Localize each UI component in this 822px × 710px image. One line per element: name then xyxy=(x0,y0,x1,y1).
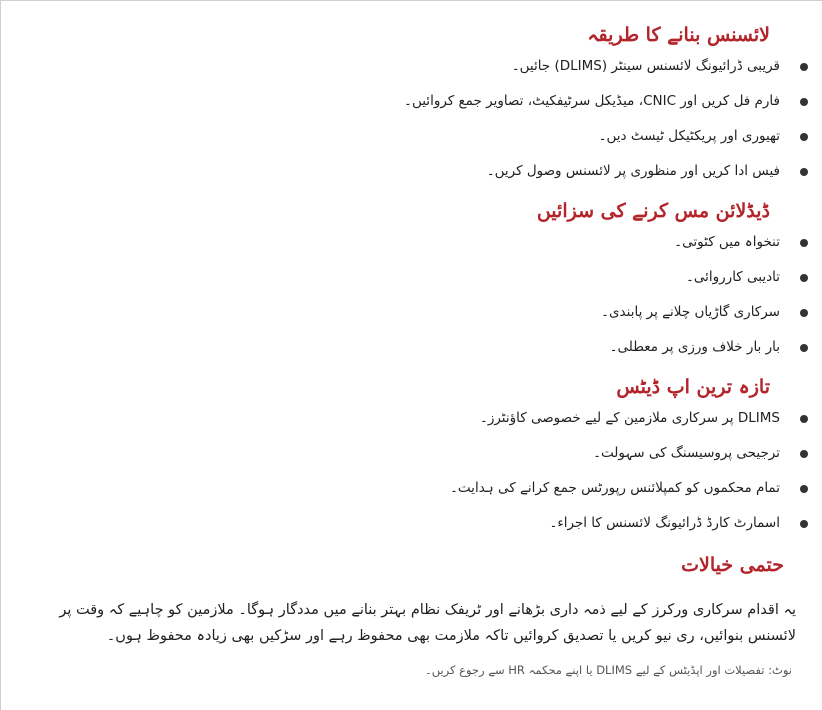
bullet-icon xyxy=(800,63,808,71)
list-item: ترجیحی پروسیسنگ کی سہولت۔ xyxy=(17,436,808,471)
section-heading-final-thoughts: حتمی خیالات xyxy=(681,554,784,576)
list-item: DLIMS پر سرکاری ملازمین کے لیے خصوصی کاؤنٹرز۔ xyxy=(17,401,808,436)
conclusion-paragraph: یہ اقدام سرکاری ورکرز کے لیے ذمہ داری بڑھانے اور ٹریفک نظام بہتر بنانے میں مددگار ہوگا۔ ملازمین کو چاہیے کہ وقت پر لائسنس بنوائیں، ری نیو کریں یا تصدیق کروائیں تاکہ ملازمت بھی محفوظ رہے اور سڑکیں بھی زیادہ محفوظ ہوں۔ xyxy=(59,602,796,644)
bullet-icon xyxy=(800,309,808,317)
bullet-icon xyxy=(800,344,808,352)
bullet-icon xyxy=(800,239,808,247)
bullet-icon xyxy=(800,168,808,176)
footnote: نوٹ: تفصیلات اور اپڈیٹس کے لیے DLIMS یا اپنے محکمہ HR سے رجوع کریں۔ xyxy=(424,663,792,677)
bullet-icon xyxy=(800,133,808,141)
list-item: فیس ادا کریں اور منظوری پر لائسنس وصول کریں۔ xyxy=(17,154,808,189)
bullet-icon xyxy=(800,98,808,106)
bullet-icon xyxy=(800,450,808,458)
latest-updates-list xyxy=(17,401,808,541)
list-item: اسمارٹ کارڈ ڈرائیونگ لائسنس کا اجراء۔ xyxy=(17,506,808,541)
deadline-penalties-list xyxy=(17,225,808,365)
list-item: تادیبی کارروائی۔ xyxy=(17,260,808,295)
list-item: تنخواہ میں کٹوتی۔ xyxy=(17,225,808,260)
list-item: تھیوری اور پریکٹیکل ٹیسٹ دیں۔ xyxy=(17,119,808,154)
bullet-icon xyxy=(800,485,808,493)
bullet-icon xyxy=(800,274,808,282)
bullet-icon xyxy=(800,520,808,528)
section-heading-deadline-penalties: ڈیڈلائن مس کرنے کی سزائیں xyxy=(536,200,770,222)
bullet-icon xyxy=(800,415,808,423)
section-heading-license-procedure: لائسنس بنانے کا طریقہ xyxy=(587,24,770,46)
list-item: سرکاری گاڑیاں چلانے پر پابندی۔ xyxy=(17,295,808,330)
license-procedure-list xyxy=(17,49,808,189)
list-item: تمام محکموں کو کمپلائنس رپورٹس جمع کرانے کی ہدایت۔ xyxy=(17,471,808,506)
section-heading-latest-updates: تازہ ترین اپ ڈیٹس xyxy=(616,376,770,398)
list-item: فارم فل کریں اور CNIC، میڈیکل سرٹیفکیٹ، تصاویر جمع کروائیں۔ xyxy=(17,84,808,119)
list-item: بار بار خلاف ورزی پر معطلی۔ xyxy=(17,330,808,365)
list-item: قریبی ڈرائیونگ لائسنس سینٹر (DLIMS) جائیں۔ xyxy=(17,49,808,84)
